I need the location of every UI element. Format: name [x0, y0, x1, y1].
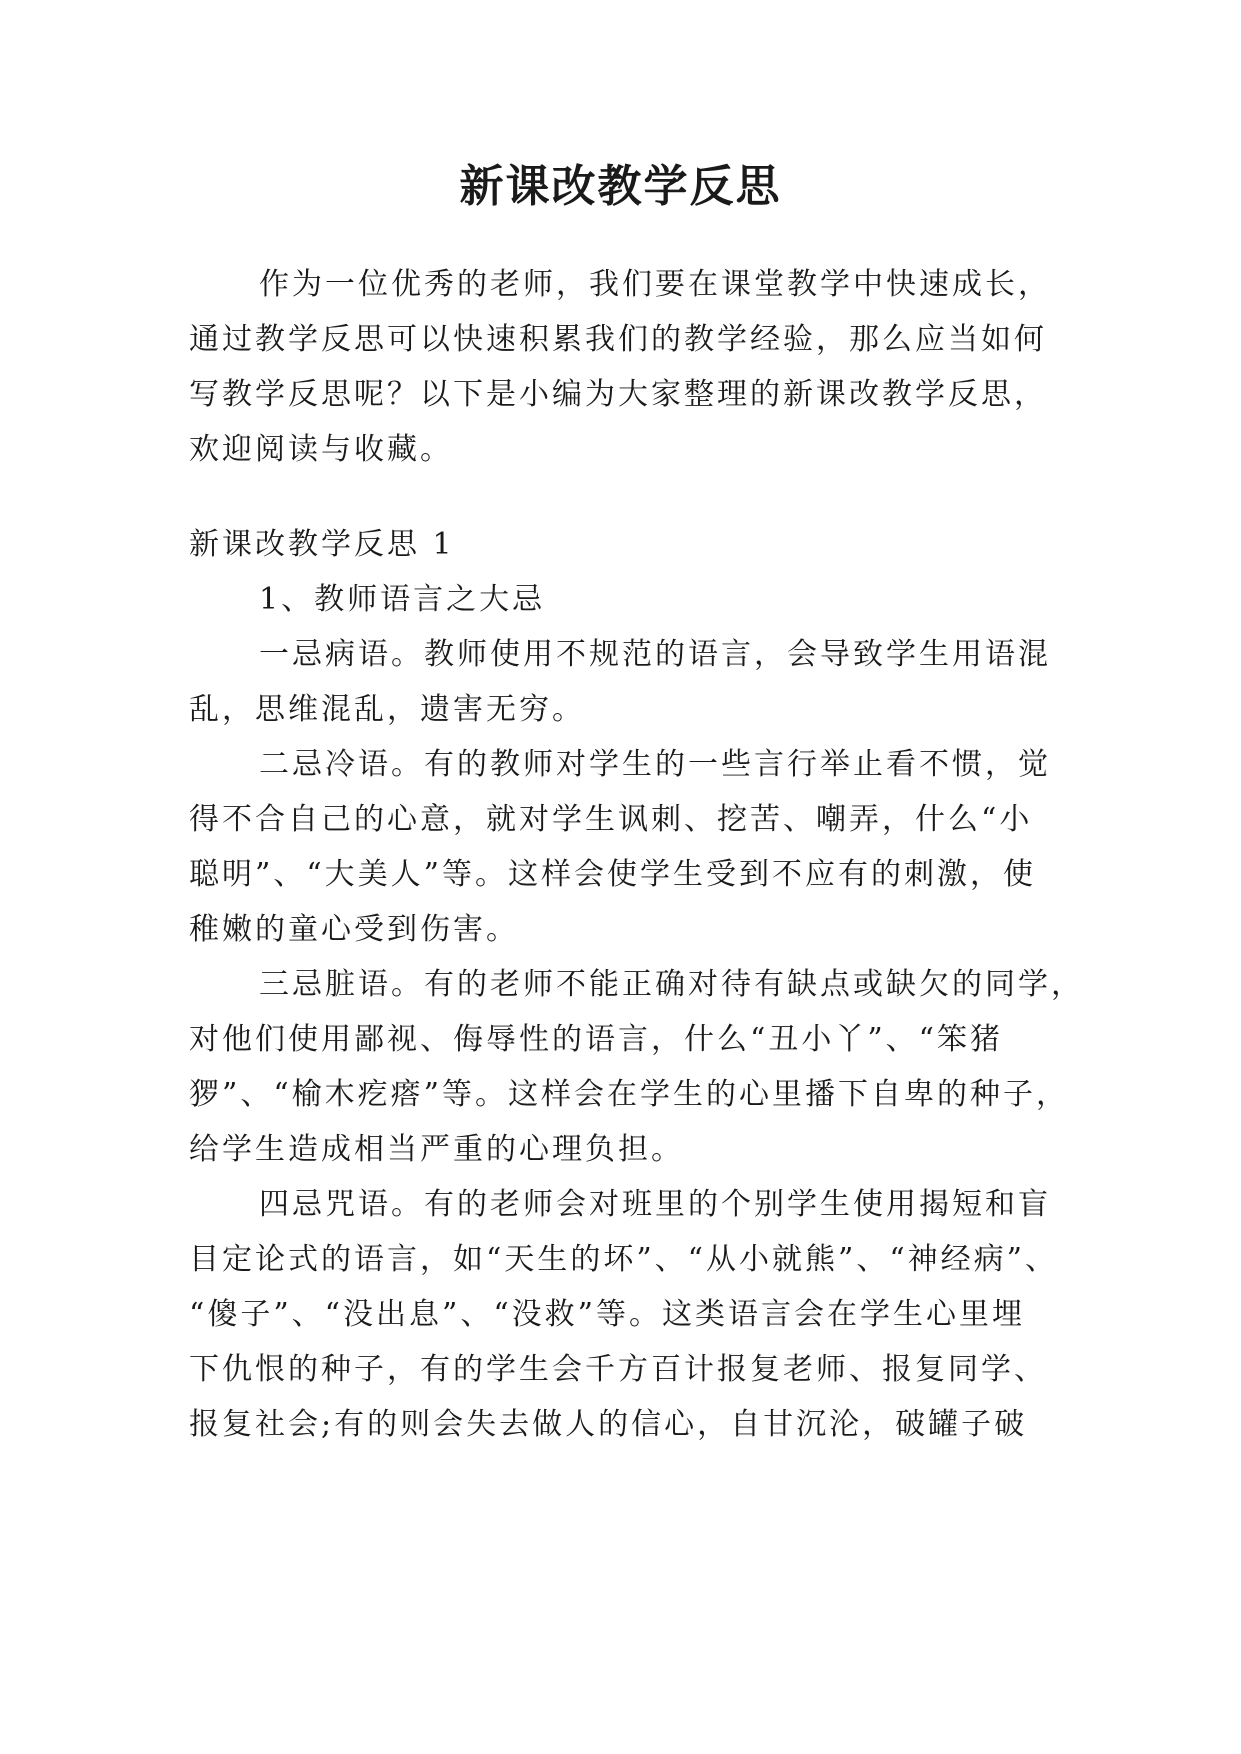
paragraph-line: 报复社会;有的则会失去做人的信心，自甘沉沦，破罐子破	[189, 1407, 1028, 1442]
paragraph-line: 下仇恨的种子，有的学生会千方百计报复老师、报复同学、	[189, 1352, 1047, 1387]
paragraph-line: 得不合自己的心意，就对学生讽刺、挖苦、嘲弄，什么“小	[189, 802, 1033, 837]
paragraph-line: 给学生造成相当严重的心理负担。	[189, 1132, 684, 1167]
paragraph-line: 二忌冷语。有的教师对学生的一些言行举止看不惯，觉	[259, 747, 1051, 782]
paragraph-line: 聪明”、“大美人”等。这样会使学生受到不应有的刺激，使	[189, 857, 1037, 892]
section-heading: 新课改教学反思 1	[189, 527, 455, 562]
intro-line-2: 通过教学反思可以快速积累我们的教学经验，那么应当如何	[189, 322, 1047, 357]
paragraph-line: 乱，思维混乱，遗害无穷。	[189, 692, 585, 727]
paragraph-line: 目定论式的语言，如“天生的坏”、“从小就熊”、“神经病”、	[189, 1242, 1059, 1277]
intro-line-1: 作为一位优秀的老师，我们要在课堂教学中快速成长，	[259, 267, 1051, 302]
paragraph-line: 猡”、“榆木疙瘩”等。这样会在学生的心里播下自卑的种子，	[189, 1077, 1070, 1112]
paragraph-line: 稚嫩的童心受到伤害。	[189, 912, 519, 947]
paragraph-line: 三忌脏语。有的老师不能正确对待有缺点或缺欠的同学，	[259, 967, 1084, 1002]
intro-line-3: 写教学反思呢？以下是小编为大家整理的新课改教学反思，	[189, 377, 1047, 412]
paragraph-line: 对他们使用鄙视、侮辱性的语言，什么“丑小丫”、“笨猪	[189, 1022, 1004, 1057]
intro-line-4: 欢迎阅读与收藏。	[189, 432, 453, 467]
paragraph-line: 一忌病语。教师使用不规范的语言，会导致学生用语混	[259, 637, 1051, 672]
document-title: 新课改教学反思	[459, 161, 782, 212]
paragraph-line: 四忌咒语。有的老师会对班里的个别学生使用揭短和盲	[259, 1187, 1051, 1222]
paragraph-line: “傻子”、“没出息”、“没救”等。这类语言会在学生心里埋	[189, 1297, 1026, 1332]
subheading: 1、教师语言之大忌	[259, 582, 546, 617]
